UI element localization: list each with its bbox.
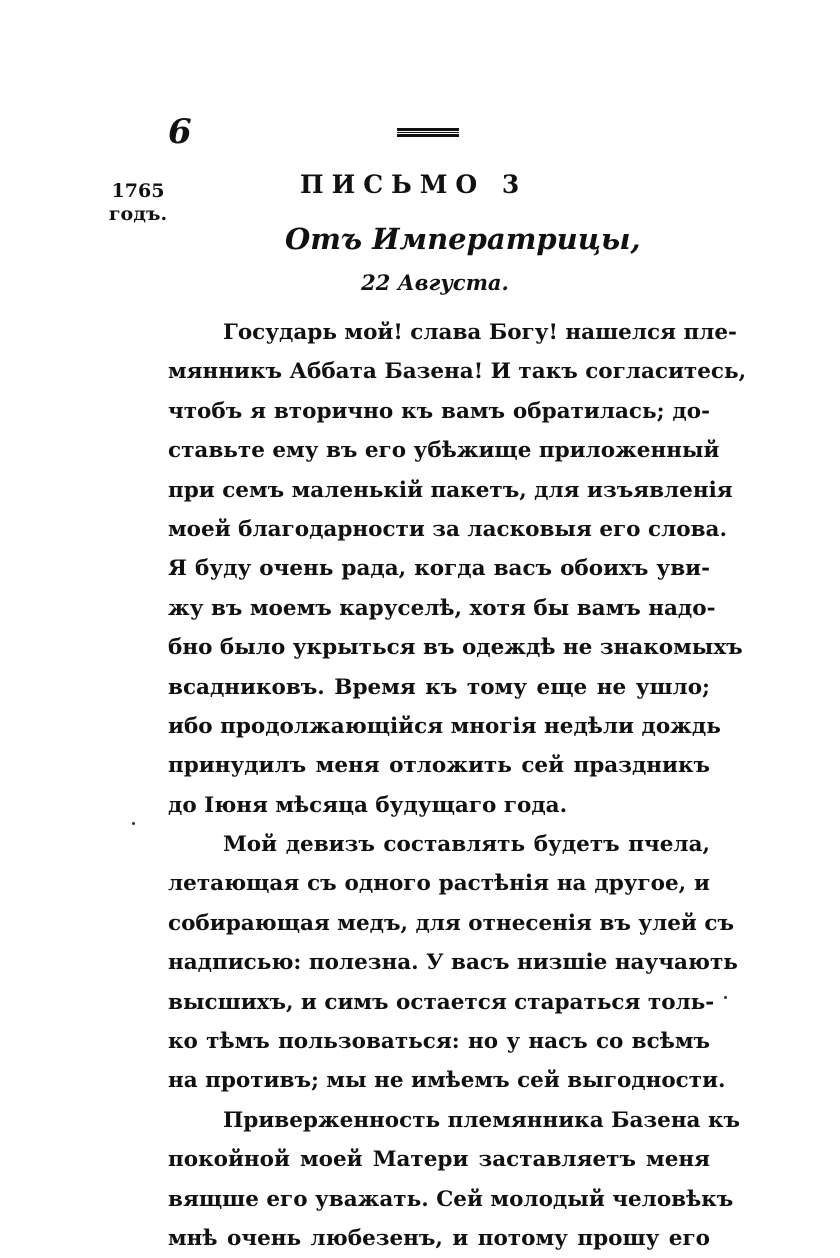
text-line: моей благодарности за ласковыя его слова. [168, 516, 727, 542]
text-line: ко тѣмъ пользоваться: но у насъ со всѣмъ [168, 1029, 710, 1055]
letter-sender: Отъ Императрицы, [285, 222, 641, 256]
text-line: жу въ моемъ каруселѣ, хотя бы вамъ надо- [168, 595, 716, 621]
text-line: ибо продолжающійся многія недѣли дождь [168, 713, 721, 739]
text-line: вящше его уважать. Сей молодый человѣкъ [168, 1186, 734, 1212]
text-line: бно было укрыться въ одеждѣ не знакомыхъ [168, 635, 743, 661]
text-line: надписью: полезна. У васъ низшіе научають [168, 950, 738, 976]
text-line: мянникъ Аббата Базена! И такъ согласитесь, [168, 359, 747, 385]
text-line: всадниковъ. Время къ тому еще не ушло; [168, 674, 710, 700]
margin-note-year: 1765 [111, 180, 165, 202]
text-line: мнѣ очень любезенъ, и потому прошу его [168, 1225, 710, 1251]
text-line: до Іюня мѣсяца будущаго года. [168, 792, 568, 818]
text-line: покойной моей Матери заставляетъ меня [168, 1147, 710, 1173]
header-rule [397, 128, 459, 137]
margin-note [106, 180, 170, 226]
text-line: при семъ маленькій пакетъ, для изъявленія [168, 477, 733, 503]
text-line: Приверженность племянника Базена къ [223, 1107, 740, 1133]
page-number: 6 [168, 112, 192, 152]
text-line: летающая съ одного растѣнія на другое, и [168, 871, 710, 897]
text-line: Государь мой! слава Богу! нашелся пле- [223, 320, 737, 345]
text-line: собирающая медъ, для отнесенія въ улей съ [168, 910, 734, 936]
text-line: чтобъ я вторично къ вамъ обратилась; до- [168, 398, 710, 424]
margin-note-word: годъ. [108, 203, 168, 225]
text-line: принудилъ меня отложить сей праздникъ [168, 753, 710, 779]
letter-date: 22 Августа. [361, 270, 509, 295]
text-line: Я буду очень рада, когда васъ обоихъ уви- [168, 556, 710, 582]
text-line: высшихъ, и симъ остается стараться толь- [168, 989, 715, 1015]
stray-dot [132, 822, 135, 825]
stray-dot [724, 996, 727, 999]
letter-title: ПИСЬМО 3 [300, 170, 528, 199]
text-line: на противъ; мы не имѣемъ сей выгодности. [168, 1068, 726, 1094]
text-line: Мой девизъ составлять будетъ пчела, [223, 832, 710, 858]
letter-body [168, 313, 747, 1258]
text-line: ставьте ему въ его убѣжище приложенный [168, 438, 720, 464]
